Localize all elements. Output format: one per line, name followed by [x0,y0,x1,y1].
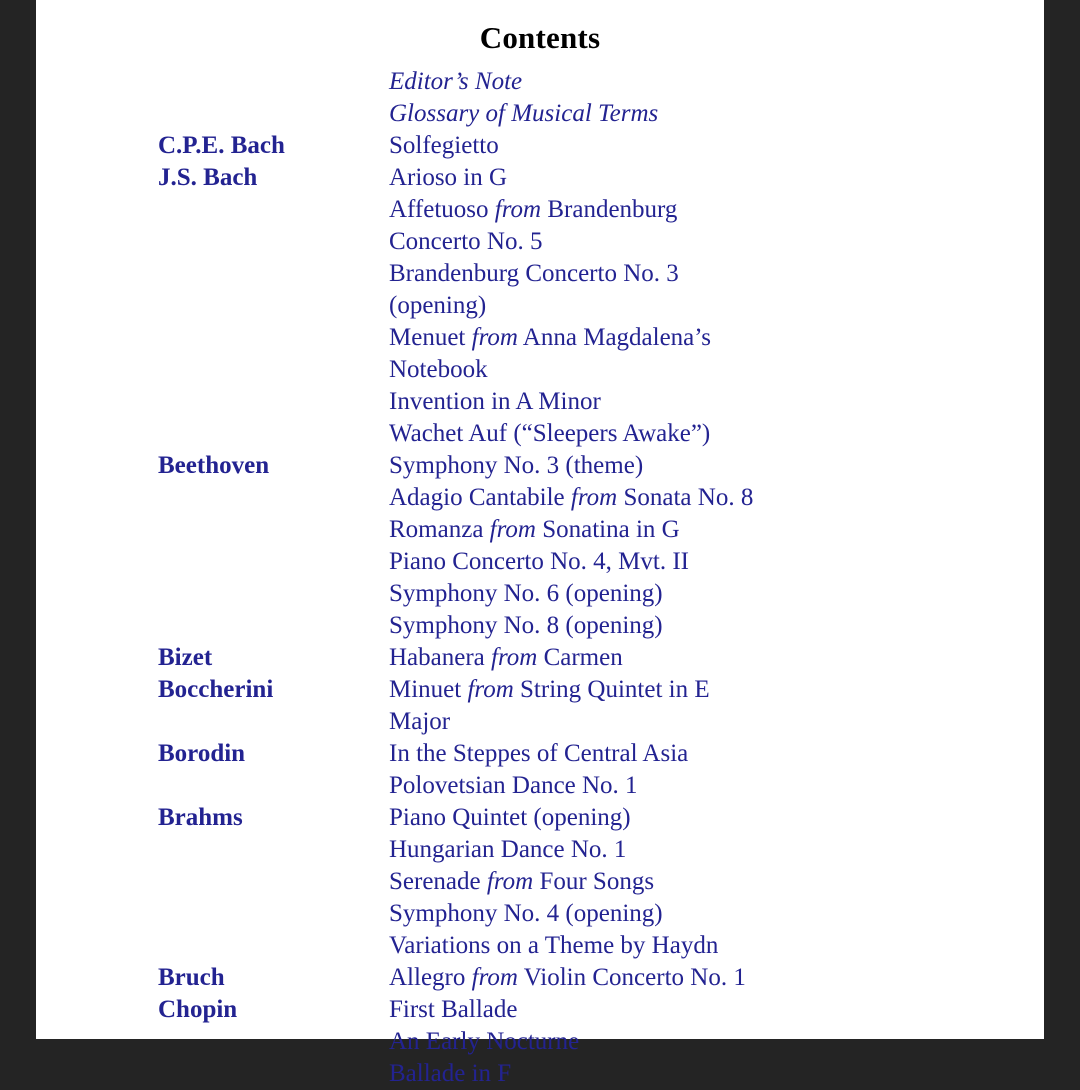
work-title: Wachet Auf (“Sleepers Awake”) [389,420,711,447]
work-title: Hungarian Dance No. 1 [389,836,627,863]
composer-name: Beethoven [158,452,270,479]
work-title: Allegro from Violin Concerto No. 1 [389,964,746,991]
toc-row [158,514,918,546]
toc-row [158,1058,918,1090]
toc-row [158,258,918,322]
work-title: In the Steppes of Central Asia [389,740,689,767]
work-title: Habanera from Carmen [389,644,623,671]
composer-name: Chopin [158,996,238,1023]
work-title: Affetuoso from Brandenburg Concerto No. 5 [389,196,678,255]
toc-row [158,482,918,514]
work-title: Piano Quintet (opening) [389,804,631,831]
work-title: Ballade in F [389,1060,512,1087]
toc-row [158,130,918,162]
work-title: Polovetsian Dance No. 1 [389,772,638,799]
toc-row [158,898,918,930]
composer-name: Bizet [158,644,213,671]
toc-row [158,834,918,866]
toc-row [158,866,918,898]
composer-name: C.P.E. Bach [158,132,285,159]
toc-row [158,322,918,386]
toc-row [158,610,918,642]
toc-row [158,162,918,194]
work-title: An Early Nocturne [389,1028,580,1055]
page-title: Contents [479,20,601,55]
composer-name: Brahms [158,804,243,831]
work-title: Glossary of Musical Terms [389,100,659,127]
toc-row [158,450,918,482]
work-title: Symphony No. 8 (opening) [389,612,663,639]
work-title: Symphony No. 6 (opening) [389,580,663,607]
toc-row [158,738,918,770]
toc-row [158,98,918,130]
work-title: Minuet from String Quintet in E Major [389,676,710,735]
work-title: Menuet from Anna Magdalena’s Notebook [389,324,711,383]
work-title: Adagio Cantabile from Sonata No. 8 [389,484,754,511]
work-title: Symphony No. 4 (opening) [389,900,663,927]
composer-name: Boccherini [158,676,274,703]
table-of-contents [158,66,918,1090]
document-page [36,0,1044,1087]
composer-name: Bruch [158,964,225,991]
work-title: First Ballade [389,996,518,1023]
composer-name: J.S. Bach [158,164,258,191]
work-title: Invention in A Minor [389,388,601,415]
toc-row [158,642,918,674]
work-title: Variations on a Theme by Haydn [389,932,719,959]
toc-row [158,386,918,418]
work-title: Piano Concerto No. 4, Mvt. II [389,548,689,575]
toc-row [158,802,918,834]
toc-row [158,578,918,610]
toc-row [158,1026,918,1058]
work-title: Solfegietto [389,132,499,159]
toc-row [158,194,918,258]
work-title: Editor’s Note [389,68,523,95]
work-title: Serenade from Four Songs [389,868,655,895]
work-title: Arioso in G [389,164,508,191]
work-title: Symphony No. 3 (theme) [389,452,644,479]
toc-row [158,674,918,738]
toc-row [158,770,918,802]
toc-row [158,66,918,98]
toc-row [158,546,918,578]
toc-row [158,930,918,962]
toc-row [158,962,918,994]
toc-row [158,418,918,450]
work-title: Brandenburg Concerto No. 3 (opening) [389,260,679,319]
composer-name: Borodin [158,740,246,767]
toc-row [158,994,918,1026]
work-title: Romanza from Sonatina in G [389,516,680,543]
